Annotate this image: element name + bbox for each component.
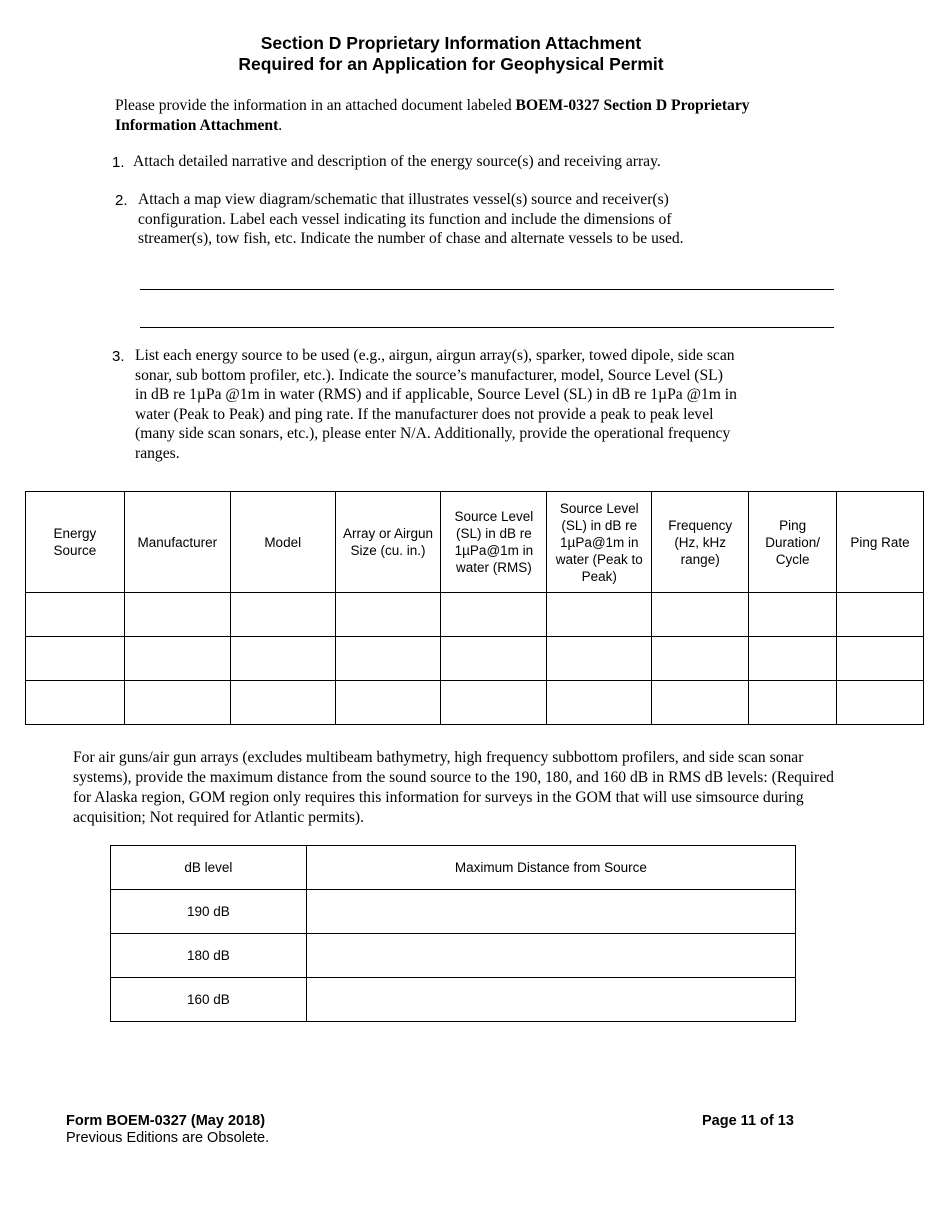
header-ping-duration: Ping Duration/ Cycle	[749, 492, 837, 593]
item-line: in dB re 1µPa @1m in water (RMS) and if applicable, Source Level (SL) in dB re 1µPa @1m in	[135, 386, 737, 403]
air-gun-instructions	[73, 748, 913, 828]
header-db-level: dB level	[111, 846, 307, 890]
db-level-cell: 180 dB	[111, 934, 307, 978]
paragraph-line: For air guns/air gun arrays (excludes multibeam bathymetry, high frequency subbottom profilers, and side scan sonar	[73, 749, 804, 766]
form-id: Form BOEM-0327 (May 2018)	[66, 1113, 266, 1129]
intro-paragraph	[115, 96, 825, 136]
table-row	[26, 593, 924, 637]
header-source-level-peak: Source Level (SL) in dB re 1µPa@1m in water (Peak to Peak)	[547, 492, 652, 593]
distance-input-cell[interactable]	[306, 890, 795, 934]
table-row	[26, 681, 924, 725]
intro-suffix: .	[278, 117, 283, 134]
item-line: List each energy source to be used (e.g., airgun, airgun array(s), sparker, towed dipole, side scan	[135, 347, 735, 364]
item-line: sonar, sub bottom profiler, etc.). Indicate the source’s manufacturer, model, Source Level (SL)	[135, 366, 723, 384]
table-row	[26, 637, 924, 681]
paragraph-line: systems), provide the maximum distance from the sound source to the 190, 180, and 160 dB in RMS dB levels: (Required	[73, 769, 834, 786]
table-cell[interactable]	[124, 637, 230, 681]
header-manufacturer: Manufacturer	[124, 492, 230, 593]
item-line: Attach detailed narrative and description of the energy source(s) and receiving array.	[133, 153, 661, 170]
table-cell[interactable]	[547, 637, 652, 681]
header-energy-source: Energy Source	[26, 492, 125, 593]
table-cell[interactable]	[26, 637, 125, 681]
table-header-row	[26, 492, 924, 593]
item-line: configuration. Label each vessel indicating its function and include the dimensions of	[138, 210, 672, 228]
table-cell[interactable]	[837, 593, 924, 637]
header-array-size: Array or Airgun Size (cu. in.)	[335, 492, 441, 593]
item-number: 2.	[115, 192, 128, 209]
item-text	[138, 190, 684, 249]
table-cell[interactable]	[335, 637, 441, 681]
intro-prefix: Please provide the information in an attached document labeled	[115, 97, 516, 114]
table-cell[interactable]	[26, 593, 125, 637]
table-cell[interactable]	[547, 593, 652, 637]
item-line: water (Peak to Peak) and ping rate. If the manufacturer does not provide a peak to peak level	[135, 405, 714, 423]
table-row	[111, 890, 796, 934]
table-cell[interactable]	[124, 593, 230, 637]
distance-input-cell[interactable]	[306, 978, 795, 1022]
table-cell[interactable]	[230, 637, 335, 681]
header-ping-rate: Ping Rate	[837, 492, 924, 593]
table-cell[interactable]	[749, 637, 837, 681]
db-level-cell: 190 dB	[111, 890, 307, 934]
footer-form-info	[66, 1113, 269, 1147]
answer-line-1[interactable]	[140, 289, 834, 290]
table-cell[interactable]	[652, 637, 749, 681]
answer-line-2[interactable]	[140, 327, 834, 328]
item-text	[133, 152, 661, 172]
table-cell[interactable]	[547, 681, 652, 725]
header-model: Model	[230, 492, 335, 593]
paragraph-line: acquisition; Not required for Atlantic permits).	[73, 809, 365, 826]
title-line-1: Section D Proprietary Information Attachment	[260, 33, 642, 53]
distance-input-cell[interactable]	[306, 934, 795, 978]
page-number: Page 11 of 13	[702, 1113, 794, 1129]
table-cell[interactable]	[230, 593, 335, 637]
table-cell[interactable]	[230, 681, 335, 725]
table-cell[interactable]	[441, 681, 547, 725]
table-cell[interactable]	[652, 681, 749, 725]
table-cell[interactable]	[837, 681, 924, 725]
table-cell[interactable]	[749, 593, 837, 637]
table-cell[interactable]	[335, 593, 441, 637]
item-line: Attach a map view diagram/schematic that illustrates vessel(s) source and receiver(s)	[138, 191, 669, 208]
table-cell[interactable]	[441, 637, 547, 681]
table-header-row	[111, 846, 796, 890]
item-text	[135, 346, 737, 463]
header-source-level-rms: Source Level (SL) in dB re 1µPa@1m in water (RMS)	[441, 492, 547, 593]
item-line: streamer(s), tow fish, etc. Indicate the number of chase and alternate vessels to be used.	[138, 230, 684, 247]
item-line: (many side scan sonars, etc.), please enter N/A. Additionally, provide the operational frequency	[135, 425, 731, 442]
title-line-2: Required for an Application for Geophysical Permit	[238, 54, 664, 74]
table-cell[interactable]	[124, 681, 230, 725]
table-cell[interactable]	[441, 593, 547, 637]
table-row	[111, 934, 796, 978]
intro-attachment-label: BOEM-0327 Section D Proprietary Information Attachment	[115, 97, 750, 134]
table-cell[interactable]	[652, 593, 749, 637]
item-number: 1.	[112, 154, 125, 171]
table-cell[interactable]	[335, 681, 441, 725]
obsolete-note: Previous Editions are Obsolete.	[66, 1130, 270, 1146]
table-cell[interactable]	[749, 681, 837, 725]
header-max-distance: Maximum Distance from Source	[306, 846, 795, 890]
energy-source-table	[25, 491, 924, 725]
header-frequency: Frequency (Hz, kHz range)	[652, 492, 749, 593]
item-number: 3.	[112, 348, 125, 365]
table-cell[interactable]	[26, 681, 125, 725]
table-row	[111, 978, 796, 1022]
table-cell[interactable]	[837, 637, 924, 681]
max-distance-table	[110, 845, 796, 1022]
paragraph-line: for Alaska region, GOM region only requires this information for surveys in the GOM that will use simsource during	[73, 789, 804, 806]
item-line: ranges.	[135, 444, 180, 462]
db-level-cell: 160 dB	[111, 978, 307, 1022]
page-title	[0, 33, 902, 75]
